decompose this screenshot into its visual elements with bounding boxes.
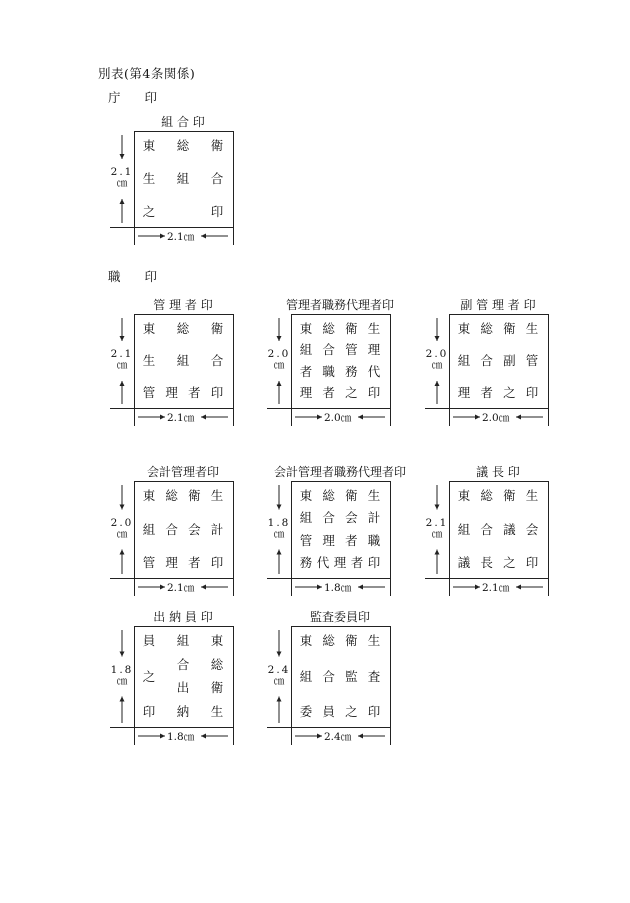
seal-character: 衛 (210, 138, 224, 153)
seal-character: 副 (503, 353, 516, 368)
seal-baseline (110, 578, 234, 579)
seal-character: 衛 (210, 321, 224, 336)
vertical-size-number: 2.0 (110, 516, 134, 529)
seal-character: 総 (322, 633, 335, 648)
horizontal-size-label: 2.1㎝ (167, 412, 195, 424)
seal-character: 生 (367, 633, 381, 648)
seal-character: 務 (345, 363, 358, 379)
seal-character: 計 (367, 510, 381, 526)
seal-baseline (267, 408, 391, 409)
vertical-size-label (108, 665, 136, 687)
vertical-size-number: 1.8 (110, 663, 134, 676)
seal-character: 印 (367, 385, 381, 400)
seal-character: 理 (333, 555, 347, 570)
seal-character: 代 (316, 555, 330, 570)
seal-character: 印 (367, 704, 381, 719)
vertical-size-label (265, 349, 293, 371)
seal-character: 理 (367, 342, 381, 358)
stamp-caption: 会計管理者職務代理者印 (273, 465, 406, 479)
vertical-size-unit: ㎝ (431, 359, 443, 371)
seal-character: 之 (345, 385, 358, 400)
seal-character: 員 (322, 704, 335, 719)
seal-character: 総 (176, 321, 190, 336)
seal-character: 者 (345, 532, 358, 548)
seal-character: 理 (322, 532, 335, 548)
horizontal-size-label: 2.0㎝ (482, 412, 510, 424)
horizontal-size-label: 2.1㎝ (167, 231, 195, 243)
seal-character: 東 (299, 321, 313, 336)
seal-baseline (110, 408, 234, 409)
dimension-tick-right (390, 408, 391, 426)
horizontal-size-label: 2.1㎝ (167, 582, 195, 594)
stamp-caption: 議 長 印 (476, 465, 520, 479)
vertical-size-label (108, 167, 136, 189)
dimension-tick-right (548, 408, 549, 426)
dimension-tick-right (233, 227, 234, 245)
seal-character: 職 (322, 363, 335, 379)
seal-baseline (110, 227, 234, 228)
seal-character: 印 (210, 204, 224, 219)
seal-character: 東 (142, 488, 156, 503)
seal-character: 東 (142, 321, 156, 336)
seal-character: 衛 (345, 488, 358, 503)
seal-character: 長 (480, 555, 493, 570)
seal-character: 印 (367, 555, 381, 570)
seal-character: 之 (503, 385, 516, 400)
stamp-caption: 監査委員印 (309, 610, 370, 624)
seal-character: 議 (457, 555, 471, 570)
seal-character: 印 (142, 704, 156, 719)
seal-character: 東 (299, 633, 313, 648)
seal-character: 者 (188, 555, 201, 570)
vertical-size-number: 2.0 (425, 348, 449, 360)
seal-character: 員 (142, 633, 156, 648)
seal-character: 代 (367, 363, 381, 379)
seal-baseline (267, 578, 391, 579)
seal-character: 納 (176, 704, 190, 719)
seal-character: 之 (142, 668, 156, 684)
seal-character: 合 (322, 510, 335, 526)
stamp-caption: 管 理 者 印 (153, 298, 213, 312)
stamp-caption: 組 合 印 (161, 115, 205, 129)
seal-character: 衛 (345, 633, 358, 648)
vertical-size-label (423, 518, 451, 540)
seal-character: 議 (503, 521, 516, 537)
seal-character: 組 (457, 521, 471, 537)
vertical-size-unit: ㎝ (116, 674, 128, 687)
dimension-tick-right (548, 578, 549, 596)
seal-character: 管 (345, 342, 358, 358)
seal-character: 総 (210, 656, 224, 672)
seal-baseline (425, 408, 549, 409)
seal-character: 組 (299, 668, 313, 684)
vertical-size-number: 2.0 (267, 348, 291, 360)
seal-character: 管 (525, 353, 539, 368)
seal-character: 監 (345, 668, 358, 684)
stamp-caption: 副 管 理 者 印 (460, 298, 536, 312)
seal-character: 者 (299, 363, 313, 379)
seal-character: 理 (457, 385, 471, 400)
seal-character: 理 (299, 385, 313, 400)
seal-character: 組 (142, 521, 156, 537)
seal-character: 総 (176, 138, 190, 153)
horizontal-size-label: 1.8㎝ (167, 731, 195, 743)
vertical-size-label (108, 349, 136, 371)
seal-baseline (425, 578, 549, 579)
stamp-caption: 会計管理者印 (146, 465, 219, 479)
stamp-caption: 出 納 員 印 (153, 610, 213, 624)
seal-character: 東 (457, 321, 471, 336)
seal-character: 管 (142, 555, 156, 570)
vertical-size-label (423, 349, 451, 371)
seal-character: 生 (210, 488, 224, 503)
seal-character: 合 (165, 521, 178, 537)
seal-character: 計 (210, 521, 224, 537)
seal-character: 査 (367, 668, 381, 684)
section-staff-seal: 職 印 (108, 269, 167, 284)
seal-character: 委 (299, 704, 313, 719)
seal-character: 合 (176, 656, 190, 672)
vertical-size-unit: ㎝ (431, 527, 443, 540)
seal-character: 生 (525, 488, 539, 503)
seal-character: 東 (210, 633, 224, 648)
seal-character: 合 (210, 171, 224, 186)
seal-character: 東 (142, 138, 156, 153)
seal-character: 東 (457, 488, 471, 503)
seal-character: 総 (480, 488, 493, 503)
seal-character: 管 (142, 385, 156, 400)
vertical-size-number: 2.1 (110, 348, 134, 360)
seal-character: 印 (210, 555, 224, 570)
seal-character: 印 (525, 385, 539, 400)
seal-character: 衛 (188, 488, 201, 503)
seal-character: 総 (165, 488, 178, 503)
seal-character: 管 (299, 532, 313, 548)
seal-character: 組 (176, 633, 190, 648)
seal-character: 組 (299, 342, 313, 358)
seal-character: 合 (480, 353, 493, 368)
seal-character: 出 (176, 680, 190, 696)
seal-character: 組 (299, 510, 313, 526)
document-title: 別表(第4条関係) (98, 66, 196, 81)
seal-character: 生 (367, 321, 381, 336)
dimension-tick-right (390, 727, 391, 745)
seal-character: 理 (165, 385, 178, 400)
vertical-size-number: 1.8 (267, 516, 291, 529)
seal-character: 衛 (503, 488, 516, 503)
stamp-caption: 管理者職務代理者印 (285, 298, 394, 312)
vertical-size-number: 2.1 (425, 516, 449, 529)
seal-character: 合 (210, 353, 224, 368)
seal-character: 之 (345, 704, 358, 719)
vertical-size-label (108, 518, 136, 540)
vertical-size-unit: ㎝ (273, 527, 285, 540)
section-office-seal: 庁 印 (108, 90, 167, 105)
seal-character: 衛 (210, 680, 224, 696)
vertical-size-unit: ㎝ (273, 359, 285, 371)
seal-character: 組 (457, 353, 471, 368)
seal-character: 合 (480, 521, 493, 537)
seal-character: 総 (322, 321, 335, 336)
vertical-size-number: 2.1 (110, 166, 134, 178)
seal-character: 東 (299, 488, 313, 503)
seal-character: 衛 (503, 321, 516, 336)
seal-character: 生 (367, 488, 381, 503)
dimension-tick-right (390, 578, 391, 596)
horizontal-size-label: 2.0㎝ (324, 412, 352, 424)
dimension-tick-right (233, 578, 234, 596)
horizontal-size-label: 2.4㎝ (324, 731, 352, 743)
seal-character: 者 (480, 385, 493, 400)
seal-character: 之 (503, 555, 516, 570)
vertical-size-unit: ㎝ (116, 359, 128, 371)
seal-character: 組 (176, 171, 190, 186)
seal-character: 会 (525, 521, 539, 537)
seal-character: 印 (525, 555, 539, 570)
seal-character: 会 (345, 510, 358, 526)
seal-character: 合 (322, 668, 335, 684)
seal-character: 之 (142, 204, 156, 219)
seal-character: 生 (142, 171, 156, 186)
dimension-tick-right (233, 727, 234, 745)
seal-baseline (267, 727, 391, 728)
seal-character: 者 (350, 555, 364, 570)
seal-character: 生 (525, 321, 539, 336)
seal-character: 職 (367, 532, 381, 548)
horizontal-size-label: 2.1㎝ (482, 582, 510, 594)
seal-character: 合 (322, 342, 335, 358)
dimension-tick-right (233, 408, 234, 426)
seal-baseline (110, 727, 234, 728)
vertical-size-unit: ㎝ (116, 527, 128, 540)
vertical-size-label (265, 665, 293, 687)
seal-character: 生 (142, 353, 156, 368)
seal-character: 者 (188, 385, 201, 400)
seal-character: 者 (322, 385, 335, 400)
seal-character: 会 (188, 521, 201, 537)
seal-character: 衛 (345, 321, 358, 336)
vertical-size-unit: ㎝ (116, 177, 128, 189)
vertical-size-label (265, 518, 293, 540)
horizontal-size-label: 1.8㎝ (324, 582, 352, 594)
seal-character: 組 (176, 353, 190, 368)
vertical-size-number: 2.4 (267, 663, 291, 676)
seal-character: 総 (480, 321, 493, 336)
seal-character: 理 (165, 555, 178, 570)
seal-character: 生 (210, 704, 224, 719)
vertical-size-unit: ㎝ (273, 674, 285, 687)
seal-character: 務 (299, 555, 313, 570)
seal-character: 印 (210, 385, 224, 400)
seal-character: 総 (322, 488, 335, 503)
